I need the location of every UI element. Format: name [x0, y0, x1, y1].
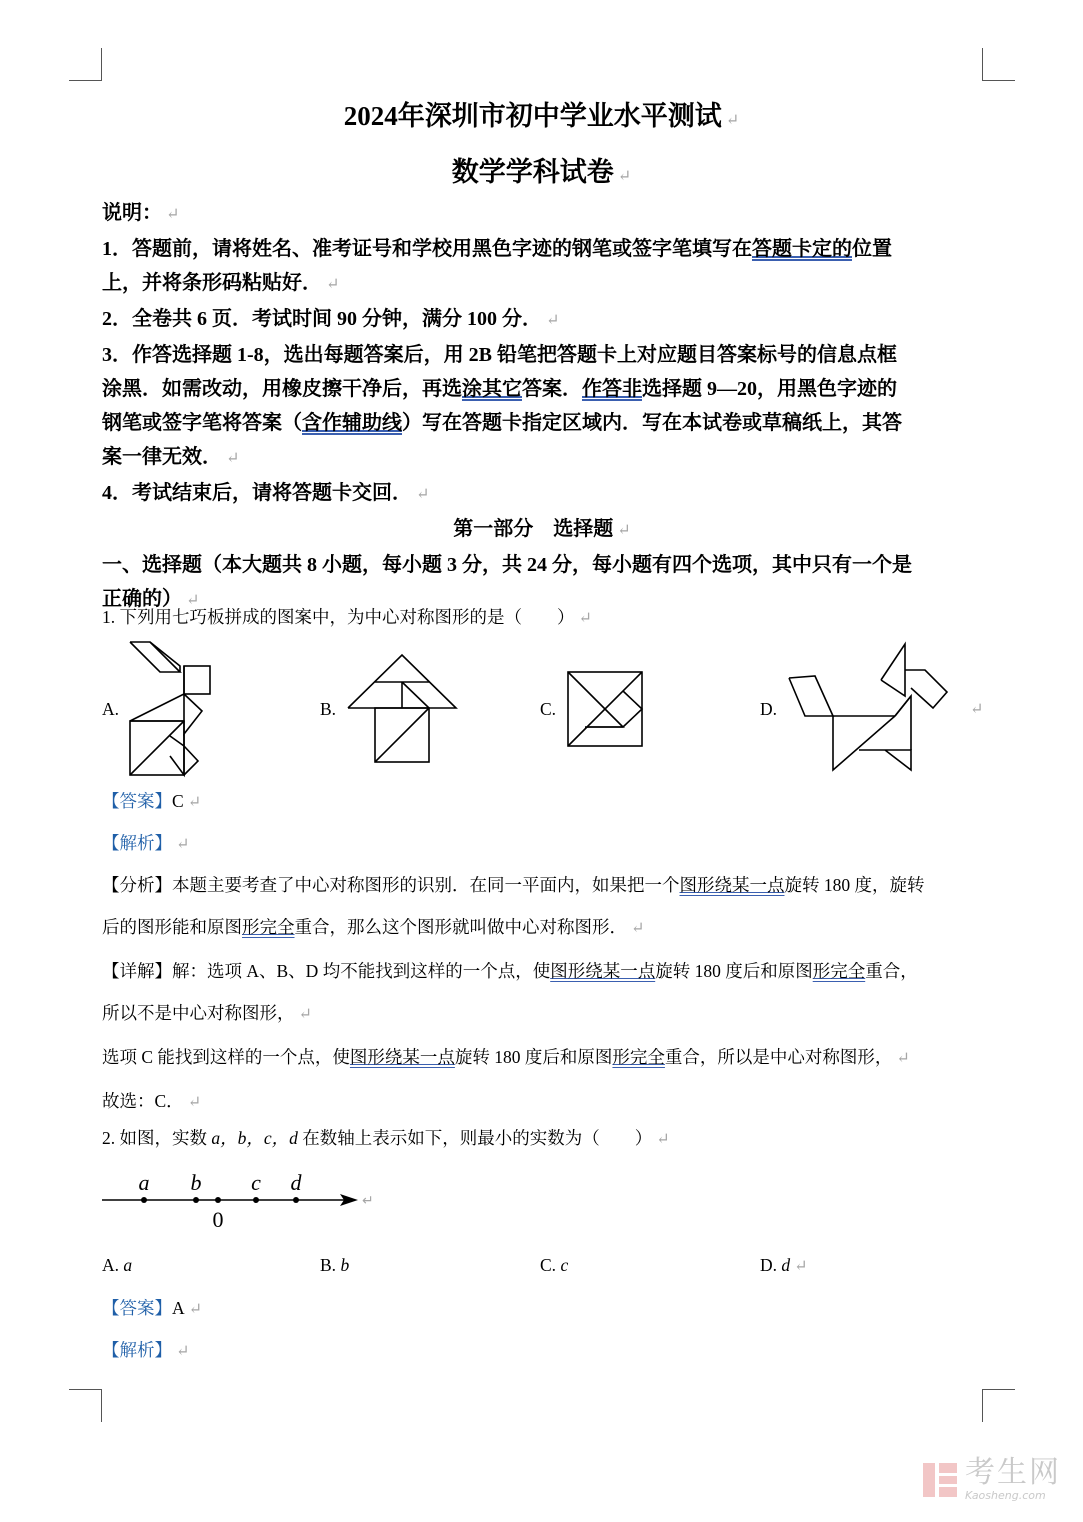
label-d: d: [290, 1170, 302, 1195]
crop-mark-top-left: [69, 48, 102, 81]
crop-mark-top-right: [982, 48, 1015, 81]
label-a: a: [138, 1170, 150, 1195]
point-b: [193, 1197, 199, 1203]
q1-fenxi: 【分析】本题主要考查了中心对称图形的识别．在同一平面内，如果把一个图形绕某一点旋转 180 度，旋转 后的图形能和原图形完全重合，那么这个图形就叫做中心对称图形． ↵ 【详解】解：选项 A、B、D 均不能找到这样的一个点，使图形绕某一点旋转 180 度后和原图形完全重合， 所以不是中心对称图形， ↵ 选项 C 能找到这样的一个点，使图形绕某一点旋转 180 度后和原图形完全重合，所以是中心对称图形， ↵ 故选：C． ↵: [102, 875, 925, 1111]
instruction-item-4: 4．考试结束后，请将答题卡交回． ↵: [102, 482, 430, 504]
page-title: 2024年深圳市初中学业水平测试 ↵: [343, 101, 740, 131]
watermark-url: Kaosheng.com: [965, 1489, 1046, 1502]
point-a: [141, 1197, 147, 1203]
point-zero: [215, 1197, 221, 1203]
instruction-item-3-cont3: 案一律无效． ↵: [102, 446, 240, 468]
q1-figure-d: [785, 640, 955, 780]
q2-answer: 【答案】A ↵: [102, 1298, 203, 1318]
instruction-item-1-cont: 上，并将条形码粘贴好． ↵: [102, 272, 340, 294]
point-c: [253, 1197, 259, 1203]
instruction-item-3-cont2: 钢笔或签字笔将答案（含作辅助线）写在答题卡指定区域内．写在本试卷或草稿纸上，其答: [102, 412, 902, 434]
point-d: [293, 1197, 299, 1203]
q1-option-a-label: A.: [102, 699, 120, 719]
q1-figure-b: [345, 652, 460, 767]
q2-option-c: C. c: [540, 1255, 569, 1275]
label-c: c: [251, 1170, 261, 1195]
q1-option-c-label: C.: [540, 699, 557, 719]
instructions: [102, 196, 982, 618]
section-heading: 一、选择题（本大题共 8 小题，每小题 3 分，共 24 分，每小题有四个选项，其中只有一个是: [102, 554, 912, 576]
q1-option-d-label: D.: [760, 699, 778, 719]
page-subtitle: 数学学科试卷 ↵: [451, 157, 632, 187]
q1-analysis-tag: 【解析】 ↵: [102, 833, 190, 853]
q2-number-line: [100, 1165, 390, 1235]
q2-option-b: B. b: [320, 1255, 350, 1275]
instruction-item-3-cont1: 涂黑．如需改动，用橡皮擦干净后，再选涂其它答案．作答非选择题 9—20，用黑色字迹的: [102, 378, 897, 400]
instruction-item-1: 1．答题前，请将姓名、准考证号和学校用黑色字迹的钢笔或签字笔填写在答题卡定的位置: [102, 238, 892, 260]
q1-options-paragraph-mark: ↵: [970, 701, 984, 718]
section-heading-cont: 正确的） ↵: [102, 588, 200, 610]
instructions-heading: 说明： ↵: [102, 202, 180, 224]
q1-figure-a: [120, 636, 220, 781]
number-line-paragraph-mark: ↵: [362, 1193, 374, 1209]
watermark: [921, 1457, 1061, 1502]
crop-mark-bottom-left: [69, 1389, 102, 1422]
watermark-logo-icon: [921, 1461, 959, 1499]
q1-option-b-label: B.: [320, 699, 337, 719]
q2-option-d: D. d ↵: [760, 1255, 808, 1275]
label-b: b: [190, 1170, 202, 1195]
q1-answer: 【答案】C ↵: [102, 791, 202, 811]
part1-heading: 第一部分 选择题 ↵: [453, 518, 631, 540]
q2-analysis-tag: 【解析】 ↵: [102, 1340, 190, 1360]
watermark-text: 考生网: [965, 1455, 1061, 1490]
instruction-item-3: 3．作答选择题 1-8，选出每题答案后，用 2B 铅笔把答题卡上对应题目答案标号的信息点框: [102, 344, 897, 366]
label-zero: 0: [212, 1207, 224, 1232]
instruction-item-2: 2．全卷共 6 页．考试时间 90 分钟，满分 100 分． ↵: [102, 308, 560, 330]
q2-option-a: A. a: [102, 1255, 133, 1275]
q1-stem: 1. 下列用七巧板拼成的图案中，为中心对称图形的是（ ） ↵: [102, 607, 592, 627]
q1-figure-c: [565, 669, 645, 749]
q2-stem: 2. 如图，实数 a，b，c，d 在数轴上表示如下，则最小的实数为（ ） ↵: [102, 1128, 670, 1148]
crop-mark-bottom-right: [982, 1389, 1015, 1422]
